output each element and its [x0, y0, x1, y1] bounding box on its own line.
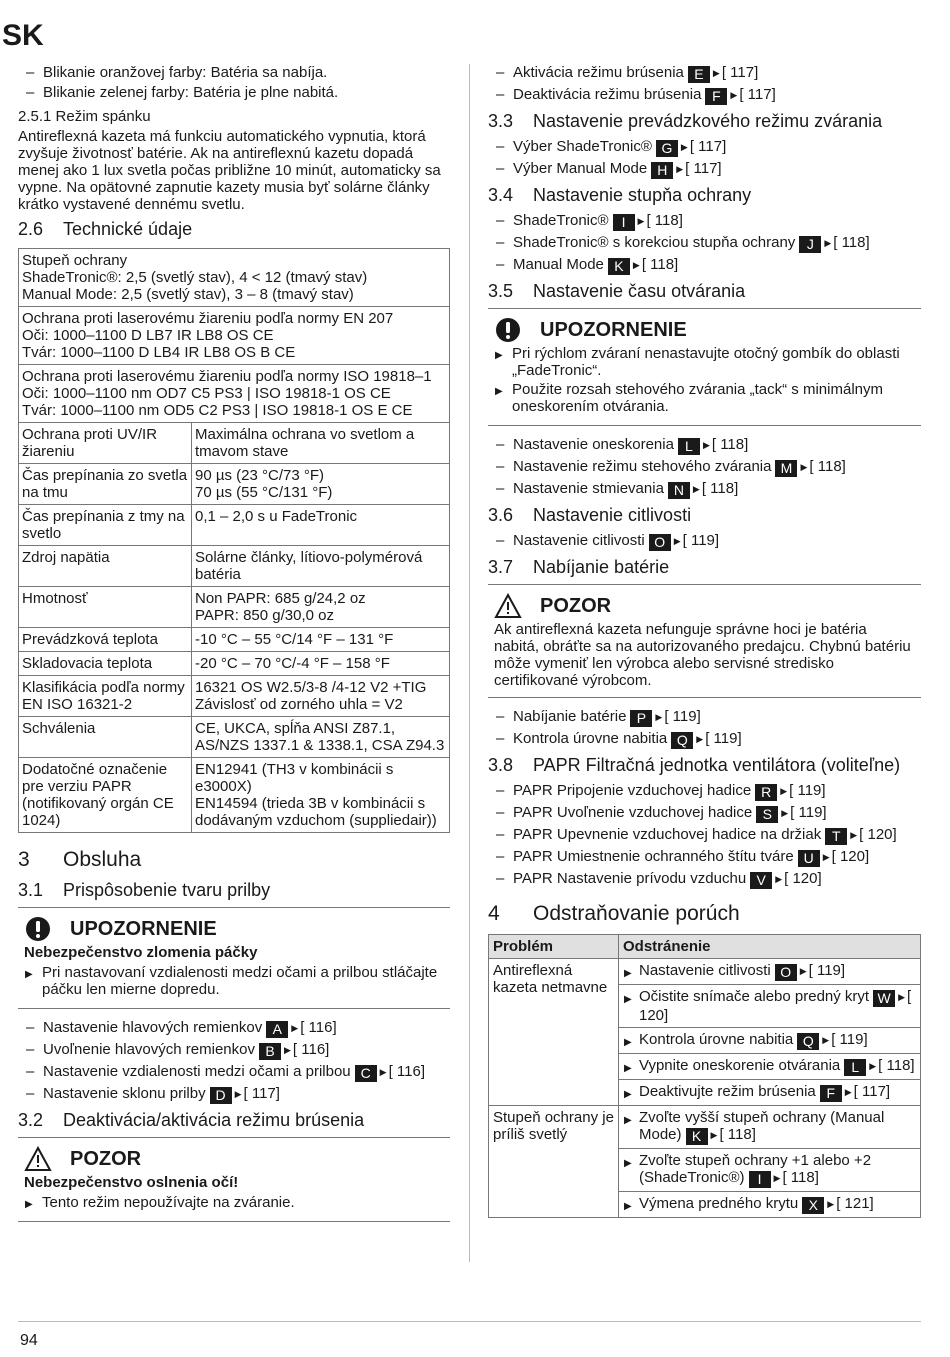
- right-triangle-icon: ▶: [898, 992, 906, 1002]
- notice-title: UPOZORNENIE: [540, 319, 687, 341]
- section-3-7-heading: [488, 557, 921, 578]
- caution-title: POZOR: [70, 1148, 142, 1170]
- table-row: [489, 959, 921, 985]
- opening-time-list: [488, 436, 921, 499]
- section-3-2-heading: [18, 1110, 450, 1131]
- list-item: ▶ Pri rýchlom zváraní nenastavujte otočný gombík do oblasti „FadeTronic“.: [494, 345, 915, 379]
- list-item: [488, 480, 921, 499]
- item-text: Výber Manual Mode: [513, 160, 648, 177]
- welding-mode-list: [488, 138, 921, 179]
- table-header-row: [489, 935, 921, 959]
- figure-key-badge: N: [668, 482, 690, 499]
- list-item: [18, 1063, 450, 1082]
- page-reference: [ 121]: [836, 1195, 874, 1212]
- right-triangle-icon: ▶: [291, 1023, 299, 1033]
- list-item: [488, 436, 921, 455]
- list-item: – Blikanie oranžovej farby: Batéria sa nabíja.: [18, 64, 450, 81]
- section-number: 3.3: [488, 111, 514, 131]
- item-text: Nastavenie hlavových remienkov: [43, 1019, 263, 1036]
- page-reference: [ 119]: [682, 532, 720, 549]
- right-triangle-icon: ▶: [379, 1067, 387, 1077]
- figure-key-badge: I: [749, 1171, 771, 1188]
- spec-value: 16321 OS W2.5/3-8 /4-12 V2 +TIG Závislosť od zorného uhla = V2: [192, 676, 450, 717]
- spec-value: EN12941 (TH3 v kombinácii s e3000X) EN14594 (trieda 3B v kombinácii s dodávaným vzduchom (suppliedair)): [192, 758, 450, 833]
- list-item: [488, 234, 921, 253]
- column-header: Problém: [489, 935, 619, 959]
- caution-text: Ak antireflexná kazeta nefunguje správne hoci je batéria nabitá, obráťte sa na autorizovaného predajcu. Chybnú batériu môže vymeniť len výrobca alebo servisné stredisko certifikované výrobcom.: [494, 621, 911, 689]
- list-item: [488, 708, 921, 727]
- spec-label: Klasifikácia podľa normy EN ISO 16321-2: [19, 676, 192, 717]
- item-text: Nastavenie citlivosti: [639, 962, 771, 979]
- spec-row: [19, 365, 450, 423]
- left-column: [18, 64, 450, 1232]
- right-triangle-icon: ▶: [655, 712, 663, 722]
- caution-title: POZOR: [540, 595, 612, 617]
- figure-key-badge: U: [798, 850, 820, 867]
- figure-key-badge: R: [755, 784, 777, 801]
- page-reference: [ 116]: [388, 1063, 425, 1080]
- section-number: 3.6: [488, 505, 514, 525]
- right-triangle-icon: ▶: [283, 1045, 291, 1055]
- solution-cell: [619, 1080, 921, 1106]
- figure-key-badge: K: [608, 258, 630, 275]
- warning-triangle-icon: [494, 593, 522, 619]
- figure-key-badge: F: [705, 88, 727, 105]
- sensitivity-list: [488, 532, 921, 551]
- spec-row: [19, 546, 450, 587]
- spec-label: Zdroj napätia: [19, 546, 192, 587]
- right-triangle-icon: ▶: [696, 734, 704, 744]
- list-item: [18, 1019, 450, 1038]
- troubleshooting-table: [488, 934, 921, 1218]
- list-item: – Blikanie zelenej farby: Batéria je plne nabitá.: [18, 84, 450, 101]
- item-text: Vypnite oneskorenie otvárania: [639, 1057, 841, 1074]
- page-reference: [ 117]: [739, 86, 776, 103]
- spec-row: [19, 505, 450, 546]
- page-reference: [ 117]: [243, 1085, 280, 1102]
- item-text: PAPR Umiestnenie ochranného štítu tváre: [513, 848, 794, 865]
- section-title: Nastavenie prevádzkového režimu zvárania: [533, 111, 883, 131]
- spec-row: [19, 717, 450, 758]
- figure-key-badge: E: [688, 66, 710, 83]
- solution-cell: [619, 1192, 921, 1218]
- figure-key-badge: T: [825, 828, 847, 845]
- right-triangle-icon: ▶: [869, 1061, 877, 1071]
- exclamation-circle-icon: [494, 317, 522, 343]
- spec-cell: [19, 249, 450, 307]
- spec-row: [19, 464, 450, 505]
- solution-cell: [619, 985, 921, 1028]
- figure-key-badge: A: [266, 1021, 288, 1038]
- page-reference: [ 117]: [685, 160, 722, 177]
- section-number: 3.4: [488, 185, 514, 205]
- page-reference: [ 119]: [808, 962, 846, 979]
- page-reference: [ 120]: [639, 988, 912, 1024]
- solution-cell: [619, 1054, 921, 1080]
- list-item: ▶ Tento režim nepoužívajte na zváranie.: [24, 1194, 444, 1211]
- figure-key-badge: G: [656, 140, 678, 157]
- list-item: [488, 730, 921, 749]
- item-text: Nastavenie sklonu prilby: [43, 1085, 206, 1102]
- spec-line: Oči: 1000–1100 D LB7 IR LB8 OS CE: [22, 327, 274, 344]
- item-text: Nastavenie stmievania: [513, 480, 664, 497]
- right-triangle-icon: ▶: [781, 808, 789, 818]
- page-reference: [ 119]: [831, 1031, 868, 1048]
- section-3-8-heading: [488, 755, 921, 776]
- item-text: Kontrola úrovne nabitia: [513, 730, 668, 747]
- item-text: Očistite snímače alebo predný kryt: [639, 988, 870, 1005]
- section-title: PAPR Filtračná jednotka ventilátora (voliteľne): [533, 755, 901, 775]
- section-number: 3.2: [18, 1110, 44, 1130]
- section-4-heading: [488, 901, 921, 926]
- item-text: Kontrola úrovne nabitia: [639, 1031, 794, 1048]
- solution-cell: [619, 1149, 921, 1192]
- notice-subtitle: Nebezpečenstvo zlomenia páčky: [24, 944, 258, 961]
- right-triangle-icon: ▶: [822, 852, 830, 862]
- section-title: Deaktivácia/aktivácia režimu brúsenia: [63, 1110, 365, 1130]
- notice-list: [24, 964, 444, 998]
- figure-key-badge: B: [259, 1043, 281, 1060]
- item-text: Výber ShadeTronic®: [513, 138, 652, 155]
- right-triangle-icon: ▶: [637, 216, 645, 226]
- spec-line: Oči: 1000–1100 nm OD7 C5 PS3 | ISO 19818-1 OS CE: [22, 385, 391, 402]
- spec-value: -20 °C – 70 °C/-4 °F – 158 °F: [192, 652, 450, 676]
- spec-line: Tvár: 1000–1100 nm OD5 C2 PS3 | ISO 19818-1 OS E CE: [22, 402, 413, 419]
- section-3-4-heading: [488, 185, 921, 206]
- right-triangle-icon: ▶: [702, 440, 710, 450]
- section-title: Obsluha: [63, 848, 142, 871]
- figure-key-badge: J: [799, 236, 821, 253]
- grinding-mode-list: [488, 64, 921, 105]
- caution-list: [24, 1194, 444, 1211]
- list-item: [488, 212, 921, 231]
- figure-key-badge: O: [649, 534, 671, 551]
- section-number: 4: [488, 902, 500, 925]
- item-text: Deaktivácia režimu brúsenia: [513, 86, 702, 103]
- page-reference: [ 117]: [689, 138, 727, 155]
- footer-divider: [18, 1321, 921, 1322]
- page-reference: [ 119]: [705, 730, 742, 747]
- notice-title: UPOZORNENIE: [70, 918, 217, 940]
- spec-value: CE, UKCA, spĺňa ANSI Z87.1, AS/NZS 1337.1 & 1338.1, CSA Z94.3: [192, 717, 450, 758]
- item-text: Výmena predného krytu: [639, 1195, 799, 1212]
- item-text: Zvoľte vyšší stupeň ochrany (Manual Mode): [639, 1109, 885, 1143]
- table-row: [489, 1106, 921, 1149]
- spec-line: Manual Mode: 2,5 (svetlý stav), 3 – 8 (tmavý stav): [22, 286, 354, 303]
- page-reference: [ 116]: [300, 1019, 337, 1036]
- spec-line: Ochrana proti laserovému žiareniu podľa normy EN 207: [22, 310, 394, 327]
- column-divider: [469, 64, 470, 1262]
- helmet-adjust-list: [18, 1019, 450, 1104]
- spec-value: Solárne články, lítiovo-polymérová batéria: [192, 546, 450, 587]
- exclamation-circle-icon: [24, 916, 52, 942]
- item-text: Nastavenie citlivosti: [513, 532, 645, 549]
- section-3-1-heading: [18, 880, 450, 901]
- caution-box: [488, 584, 921, 698]
- right-triangle-icon: ▶: [822, 1035, 830, 1045]
- page-reference: [ 117]: [853, 1083, 891, 1100]
- spec-row: [19, 758, 450, 833]
- spec-value: 0,1 – 2,0 s u FadeTronic: [192, 505, 450, 546]
- item-text: Nastavenie režimu stehového zvárania: [513, 458, 772, 475]
- list-item: ▶ Pri nastavovaní vzdialenosti medzi očami a prilbou stláčajte páčku len mierne dopredu.: [24, 964, 444, 998]
- item-text: Uvoľnenie hlavových remienkov: [43, 1041, 255, 1058]
- page-reference: [ 119]: [789, 782, 826, 799]
- spec-label: Skladovacia teplota: [19, 652, 192, 676]
- item-text: ShadeTronic® s korekciou stupňa ochrany: [513, 234, 796, 251]
- list-item: [488, 804, 921, 823]
- item-text: Nabíjanie batérie: [513, 708, 627, 725]
- section-title: Technické údaje: [63, 219, 193, 239]
- list-item: ▶ Použite rozsah stehového zvárania „tack“ s minimálnym oneskorením otvárania.: [494, 381, 915, 415]
- figure-key-badge: O: [775, 964, 797, 981]
- spec-value: -10 °C – 55 °C/14 °F – 131 °F: [192, 628, 450, 652]
- page-number: 94: [20, 1332, 38, 1349]
- page-reference: [ 120]: [859, 826, 897, 843]
- figure-key-badge: Q: [797, 1033, 819, 1050]
- spec-label: Hmotnosť: [19, 587, 192, 628]
- technical-data-table: [18, 248, 450, 833]
- list-item: [488, 138, 921, 157]
- right-triangle-icon: ▶: [730, 90, 738, 100]
- item-text: Zvoľte stupeň ochrany +1 alebo +2 (ShadeTronic®): [639, 1152, 872, 1186]
- spec-row: [19, 628, 450, 652]
- right-triangle-icon: ▶: [710, 1130, 718, 1140]
- item-text: PAPR Uvoľnenie vzduchovej hadice: [513, 804, 753, 821]
- papr-list: [488, 782, 921, 889]
- problem-cell: Antireflexná kazeta netmavne: [489, 959, 619, 1106]
- right-column: [488, 64, 921, 1218]
- section-2-5-1-title: 2.5.1 Režim spánku: [18, 108, 151, 125]
- figure-key-badge: K: [686, 1128, 708, 1145]
- section-number: 2.6: [18, 219, 44, 239]
- right-triangle-icon: ▶: [673, 536, 681, 546]
- page-reference: [ 120]: [784, 870, 822, 887]
- right-triangle-icon: ▶: [780, 786, 788, 796]
- spec-row: [19, 423, 450, 464]
- list-item: [488, 458, 921, 477]
- list-item: [488, 160, 921, 179]
- item-text: Manual Mode: [513, 256, 604, 273]
- spec-value: Non PAPR: 685 g/24,2 oz PAPR: 850 g/30,0 oz: [192, 587, 450, 628]
- figure-key-badge: V: [750, 872, 772, 889]
- right-triangle-icon: ▶: [844, 1087, 852, 1097]
- section-title: Prispôsobenie tvaru prilby: [63, 880, 271, 900]
- page-reference: [ 119]: [664, 708, 701, 725]
- page-reference: [ 118]: [701, 480, 739, 497]
- figure-key-badge: D: [210, 1087, 232, 1104]
- page-reference: [ 118]: [719, 1126, 756, 1143]
- section-3-3-heading: [488, 111, 921, 132]
- notice-list: [494, 345, 915, 415]
- section-2-6-heading: [18, 219, 450, 240]
- spec-line: Tvár: 1000–1100 D LB4 IR LB8 OS B CE: [22, 344, 296, 361]
- spec-label: Dodatočné označenie pre verziu PAPR (notifikovaný orgán CE 1024): [19, 758, 192, 833]
- language-code: SK: [2, 19, 44, 52]
- right-triangle-icon: ▶: [799, 966, 807, 976]
- page-reference: [ 118]: [782, 1169, 819, 1186]
- item-text: Nastavenie oneskorenia: [513, 436, 674, 453]
- section-number: 3.8: [488, 755, 514, 775]
- section-3-5-heading: [488, 281, 921, 302]
- section-title: Nastavenie citlivosti: [533, 505, 692, 525]
- spec-label: Čas prepínania z tmy na svetlo: [19, 505, 192, 546]
- figure-key-badge: L: [844, 1059, 866, 1076]
- right-triangle-icon: ▶: [680, 142, 688, 152]
- right-triangle-icon: ▶: [692, 484, 700, 494]
- right-triangle-icon: ▶: [676, 164, 684, 174]
- list-item: [488, 848, 921, 867]
- right-triangle-icon: ▶: [773, 1173, 781, 1183]
- figure-key-badge: Q: [671, 732, 693, 749]
- warning-triangle-icon: [24, 1146, 52, 1172]
- section-title: Nabíjanie batérie: [533, 557, 670, 577]
- spec-label: Schválenia: [19, 717, 192, 758]
- spec-row: [19, 587, 450, 628]
- battery-list: [488, 708, 921, 749]
- item-text: ShadeTronic®: [513, 212, 609, 229]
- item-text: PAPR Nastavenie prívodu vzduchu: [513, 870, 747, 887]
- list-item: [18, 1041, 450, 1060]
- item-text: PAPR Pripojenie vzduchovej hadice: [513, 782, 752, 799]
- list-item: [488, 256, 921, 275]
- figure-key-badge: I: [613, 214, 635, 231]
- section-3-6-heading: [488, 505, 921, 526]
- page-reference: [ 117]: [721, 64, 759, 81]
- page-reference: [ 119]: [790, 804, 827, 821]
- shade-level-list: [488, 212, 921, 275]
- spec-value: Maximálna ochrana vo svetlom a tmavom stave: [192, 423, 450, 464]
- section-number: 3.1: [18, 880, 44, 900]
- spec-label: Čas prepínania zo svetla na tmu: [19, 464, 192, 505]
- list-item: [488, 86, 921, 105]
- page-reference: [ 118]: [711, 436, 749, 453]
- right-triangle-icon: ▶: [800, 462, 808, 472]
- page-reference: [ 118]: [646, 212, 683, 229]
- solution-cell: [619, 959, 921, 985]
- figure-key-badge: P: [630, 710, 652, 727]
- figure-key-badge: X: [802, 1197, 824, 1214]
- item-text: PAPR Upevnenie vzduchovej hadice na držiak: [513, 826, 822, 843]
- section-title: Nastavenie stupňa ochrany: [533, 185, 752, 205]
- spec-label: Prevádzková teplota: [19, 628, 192, 652]
- solution-cell: [619, 1028, 921, 1054]
- item-text: Nastavenie vzdialenosti medzi očami a prilbou: [43, 1063, 351, 1080]
- right-triangle-icon: ▶: [234, 1089, 242, 1099]
- figure-key-badge: L: [678, 438, 700, 455]
- spec-row: [19, 652, 450, 676]
- item-text: Deaktivujte režim brúsenia: [639, 1083, 816, 1100]
- section-title: Odstraňovanie porúch: [533, 902, 740, 925]
- section-title: Nastavenie času otvárania: [533, 281, 746, 301]
- page-reference: [ 120]: [831, 848, 870, 865]
- list-item: [488, 64, 921, 83]
- figure-key-badge: F: [820, 1085, 842, 1102]
- spec-row: [19, 307, 450, 365]
- caution-box: [18, 1137, 450, 1222]
- figure-key-badge: S: [756, 806, 778, 823]
- spec-row: [19, 676, 450, 717]
- column-header: Odstránenie: [619, 935, 921, 959]
- right-triangle-icon: ▶: [632, 260, 640, 270]
- right-triangle-icon: ▶: [775, 874, 783, 884]
- spec-label: Ochrana proti UV/IR žiareniu: [19, 423, 192, 464]
- spec-line: Ochrana proti laserovému žiareniu podľa normy ISO 19818–1: [22, 368, 432, 385]
- spec-line: Stupeň ochrany: [22, 252, 128, 269]
- list-item: [488, 870, 921, 889]
- section-3-heading: [18, 847, 450, 872]
- spec-cell: [19, 307, 450, 365]
- page-reference: [ 118]: [878, 1057, 915, 1074]
- right-triangle-icon: ▶: [824, 238, 832, 248]
- problem-cell: Stupeň ochrany je príliš svetlý: [489, 1106, 619, 1218]
- spec-value: 90 µs (23 °C/73 °F) 70 µs (55 °C/131 °F): [192, 464, 450, 505]
- spec-cell: [19, 365, 450, 423]
- solution-cell: [619, 1106, 921, 1149]
- spec-line: ShadeTronic®: 2,5 (svetlý stav), 4 < 12 (tmavý stav): [22, 269, 368, 286]
- sleep-mode-paragraph: Antireflexná kazeta má funkciu automatického vypnutia, ktorá zvyšuje životnosť batérie. Ak na antireflexnú kazetu dopadá menej ako 1 lux svetla počas približne 10 minút, automaticky sa vypne. Na opätovné zapnutie kazety musia byť solárne články krátko vystavené dennému svetlu.: [18, 128, 441, 213]
- charging-status-list: [18, 64, 450, 101]
- list-item: [488, 826, 921, 845]
- right-triangle-icon: ▶: [827, 1199, 835, 1209]
- page-reference: [ 118]: [833, 234, 870, 251]
- page-reference: [ 118]: [809, 458, 846, 475]
- list-item: [488, 782, 921, 801]
- right-triangle-icon: ▶: [850, 830, 858, 840]
- figure-key-badge: C: [355, 1065, 377, 1082]
- notice-box: [18, 907, 450, 1009]
- section-number: 3.5: [488, 281, 514, 301]
- spec-row: [19, 249, 450, 307]
- page-reference: [ 118]: [641, 256, 679, 273]
- figure-key-badge: H: [651, 162, 673, 179]
- list-item: [488, 532, 921, 551]
- notice-box: [488, 308, 921, 426]
- item-text: Aktivácia režimu brúsenia: [513, 64, 684, 81]
- section-number: 3: [18, 848, 30, 871]
- caution-subtitle: Nebezpečenstvo oslnenia očí!: [24, 1174, 239, 1191]
- right-triangle-icon: ▶: [712, 68, 720, 78]
- figure-key-badge: M: [775, 460, 797, 477]
- section-number: 3.7: [488, 557, 514, 577]
- page-reference: [ 116]: [292, 1041, 330, 1058]
- figure-key-badge: W: [873, 990, 895, 1007]
- list-item: [18, 1085, 450, 1104]
